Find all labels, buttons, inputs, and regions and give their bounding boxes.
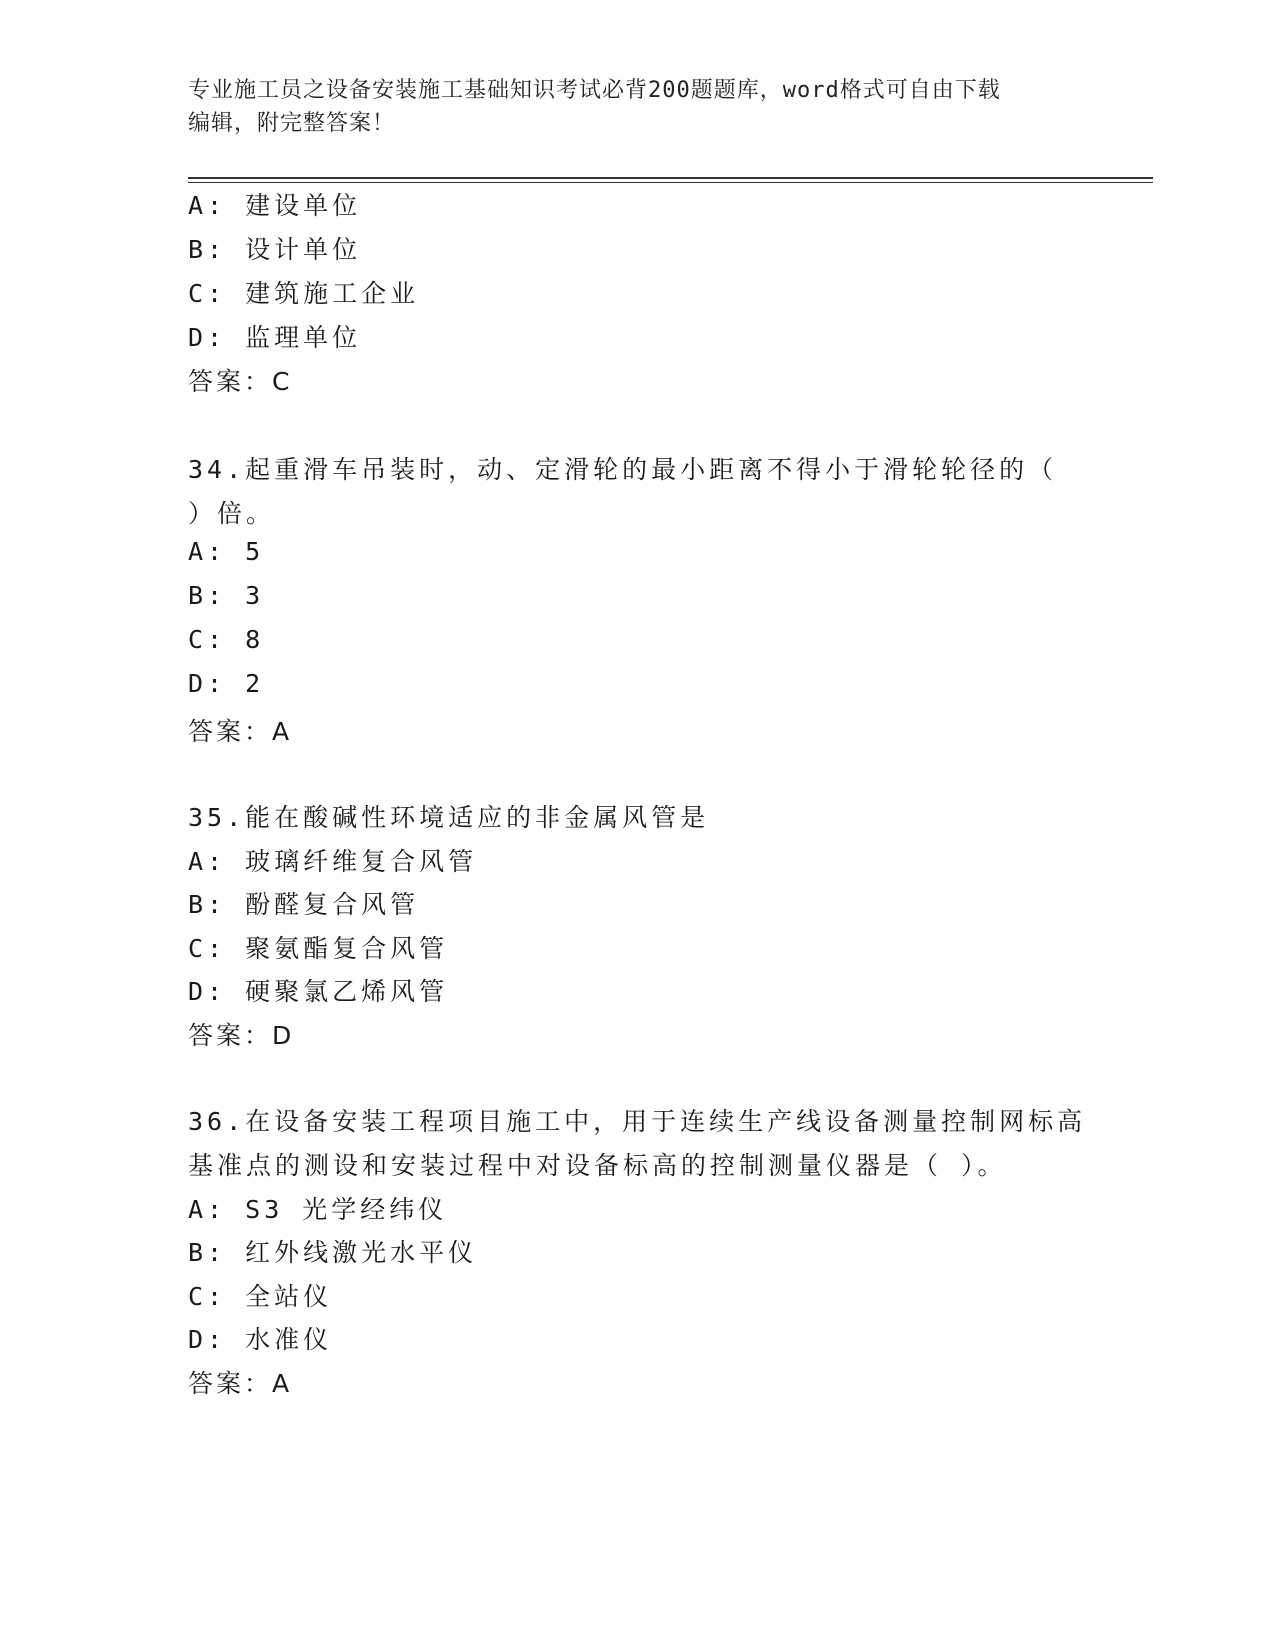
q33-option-c: C: 建筑施工企业 [188, 279, 420, 308]
q36-stem-line-1: 36.在设备安装工程项目施工中，用于连续生产线设备测量控制网标高 [188, 1107, 1087, 1136]
q35-option-a: A: 玻璃纤维复合风管 [188, 847, 478, 876]
q36-option-d: D: 水准仪 [188, 1325, 333, 1354]
q36-option-a: A: S3 光学经纬仪 [188, 1195, 448, 1224]
header-divider-thin [188, 182, 1153, 183]
q34-option-a: A: 5 [188, 537, 265, 566]
header-divider-thick [188, 177, 1153, 179]
q33-option-b: B: 设计单位 [188, 235, 362, 264]
document-header [188, 74, 1088, 140]
header-line-2: 编辑，附完整答案！ [188, 111, 396, 136]
q36-option-c: C: 全站仪 [188, 1282, 333, 1311]
q35-option-b: B: 酚醛复合风管 [188, 890, 420, 919]
q36-option-b: B: 红外线激光水平仪 [188, 1238, 478, 1267]
q36-stem-line-2: 基准点的测设和安装过程中对设备标高的控制测量仪器是（ ）。 [188, 1151, 1007, 1180]
q35-option-c: C: 聚氨酯复合风管 [188, 934, 449, 963]
q35-answer: 答案：D [188, 1021, 295, 1050]
q34-option-d: D: 2 [188, 669, 265, 698]
q33-option-d: D: 监理单位 [188, 323, 362, 352]
q34-stem-line-2: ）倍。 [188, 499, 276, 528]
q34-option-c: C: 8 [188, 625, 265, 654]
q34-answer: 答案：A [188, 717, 293, 746]
q34-option-b: B: 3 [188, 581, 265, 610]
q33-option-a: A: 建设单位 [188, 191, 362, 220]
header-line-1: 专业施工员之设备安装施工基础知识考试必背200题题库，word格式可自由下载 [188, 78, 1001, 103]
q33-answer: 答案：C [188, 367, 293, 396]
q36-answer: 答案：A [188, 1369, 293, 1398]
q35-stem-line-1: 35.能在酸碱性环境适应的非金属风管是 [188, 803, 710, 832]
q35-option-d: D: 硬聚氯乙烯风管 [188, 977, 449, 1006]
q34-stem-line-1: 34.起重滑车吊装时，动、定滑轮的最小距离不得小于滑轮轮径的（ [188, 455, 1058, 484]
